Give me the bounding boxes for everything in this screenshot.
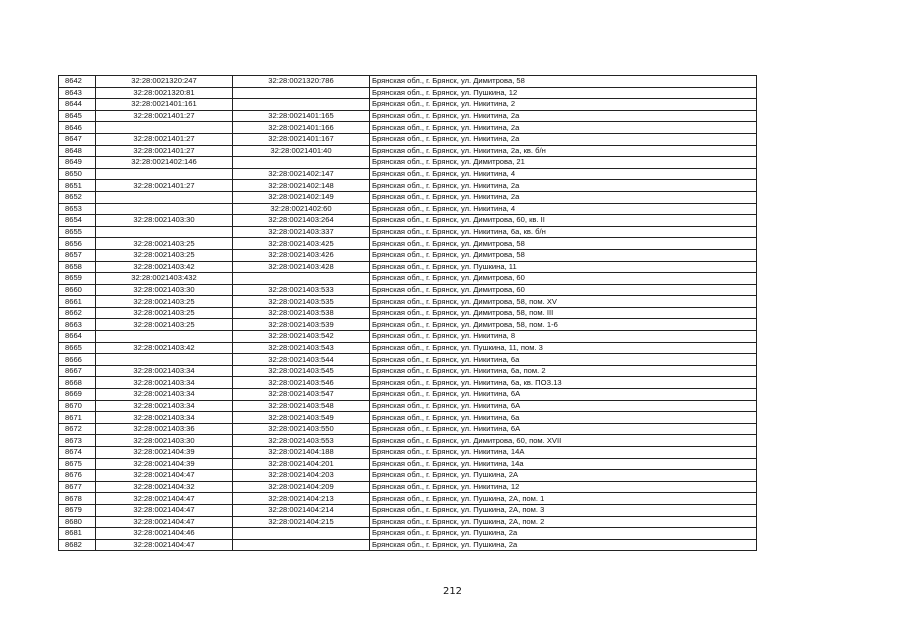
address-cell: Брянская обл., г. Брянск, ул. Димитрова, 60	[370, 284, 757, 296]
object-cadastral-number-cell: 32:28:0021402:60	[233, 203, 370, 215]
address-cell: Брянская обл., г. Брянск, ул. Никитина, 8	[370, 331, 757, 343]
cadastral-number-cell: 32:28:0021403:42	[96, 261, 233, 273]
row-number-cell: 8681	[59, 528, 96, 540]
row-number-cell: 8649	[59, 157, 96, 169]
table-row	[59, 133, 757, 145]
cadastral-number-cell: 32:28:0021403:30	[96, 215, 233, 227]
object-cadastral-number-cell: 32:28:0021403:549	[233, 412, 370, 424]
row-number-cell: 8669	[59, 389, 96, 401]
object-cadastral-number-cell: 32:28:0021404:213	[233, 493, 370, 505]
cadastral-number-cell: 32:28:0021403:42	[96, 342, 233, 354]
object-cadastral-number-cell: 32:28:0021403:553	[233, 435, 370, 447]
row-number-cell: 8652	[59, 191, 96, 203]
row-number-cell: 8645	[59, 110, 96, 122]
table-row	[59, 307, 757, 319]
table-row	[59, 539, 757, 551]
table-row	[59, 528, 757, 540]
cadastral-number-cell: 32:28:0021403:25	[96, 307, 233, 319]
table-row	[59, 249, 757, 261]
address-cell: Брянская обл., г. Брянск, ул. Никитина, 6А	[370, 400, 757, 412]
address-cell: Брянская обл., г. Брянск, ул. Никитина, 12	[370, 481, 757, 493]
address-cell: Брянская обл., г. Брянск, ул. Пушкина, 2А, пом. 3	[370, 504, 757, 516]
cadastral-number-cell: 32:28:0021403:30	[96, 435, 233, 447]
object-cadastral-number-cell: 32:28:0021320:786	[233, 76, 370, 88]
cadastral-number-cell: 32:28:0021404:47	[96, 516, 233, 528]
address-cell: Брянская обл., г. Брянск, ул. Никитина, 2а	[370, 180, 757, 192]
row-number-cell: 8658	[59, 261, 96, 273]
address-cell: Брянская обл., г. Брянск, ул. Никитина, 6а, кв. ПОЗ.13	[370, 377, 757, 389]
table-row	[59, 145, 757, 157]
row-number-cell: 8665	[59, 342, 96, 354]
cadastral-number-cell: 32:28:0021404:39	[96, 458, 233, 470]
page-number: 212	[442, 586, 463, 597]
address-cell: Брянская обл., г. Брянск, ул. Никитина, 6А	[370, 423, 757, 435]
cadastral-number-cell: 32:28:0021403:25	[96, 249, 233, 261]
table-row	[59, 110, 757, 122]
address-cell: Брянская обл., г. Брянск, ул. Никитина, 2	[370, 99, 757, 111]
address-cell: Брянская обл., г. Брянск, ул. Никитина, 2а	[370, 110, 757, 122]
row-number-cell: 8682	[59, 539, 96, 551]
row-number-cell: 8679	[59, 504, 96, 516]
row-number-cell: 8678	[59, 493, 96, 505]
object-cadastral-number-cell	[233, 528, 370, 540]
row-number-cell: 8650	[59, 168, 96, 180]
address-cell: Брянская обл., г. Брянск, ул. Никитина, 6а, кв. б/н	[370, 226, 757, 238]
cadastral-number-cell: 32:28:0021403:34	[96, 389, 233, 401]
cadastral-number-cell: 32:28:0021403:34	[96, 365, 233, 377]
object-cadastral-number-cell	[233, 539, 370, 551]
object-cadastral-number-cell: 32:28:0021403:547	[233, 389, 370, 401]
cadastral-number-cell: 32:28:0021404:47	[96, 493, 233, 505]
address-cell: Брянская обл., г. Брянск, ул. Никитина, 6А	[370, 389, 757, 401]
row-number-cell: 8674	[59, 447, 96, 459]
cadastral-number-cell: 32:28:0021403:25	[96, 319, 233, 331]
cadastral-number-cell: 32:28:0021401:27	[96, 133, 233, 145]
address-cell: Брянская обл., г. Брянск, ул. Никитина, 14а	[370, 458, 757, 470]
address-cell: Брянская обл., г. Брянск, ул. Никитина, 6а, пом. 2	[370, 365, 757, 377]
row-number-cell: 8653	[59, 203, 96, 215]
cadastral-number-cell: 32:28:0021403:36	[96, 423, 233, 435]
cadastral-number-cell: 32:28:0021403:34	[96, 377, 233, 389]
address-cell: Брянская обл., г. Брянск, ул. Пушкина, 2а	[370, 528, 757, 540]
cadastral-number-cell: 32:28:0021404:47	[96, 539, 233, 551]
address-cell: Брянская обл., г. Брянск, ул. Димитрова, 60, кв. II	[370, 215, 757, 227]
address-cell: Брянская обл., г. Брянск, ул. Никитина, 14А	[370, 447, 757, 459]
address-cell: Брянская обл., г. Брянск, ул. Пушкина, 12	[370, 87, 757, 99]
row-number-cell: 8646	[59, 122, 96, 134]
table-row	[59, 342, 757, 354]
row-number-cell: 8651	[59, 180, 96, 192]
cadastral-number-cell: 32:28:0021403:34	[96, 412, 233, 424]
table-row	[59, 122, 757, 134]
object-cadastral-number-cell: 32:28:0021401:40	[233, 145, 370, 157]
row-number-cell: 8672	[59, 423, 96, 435]
row-number-cell: 8648	[59, 145, 96, 157]
object-cadastral-number-cell: 32:28:0021403:543	[233, 342, 370, 354]
address-cell: Брянская обл., г. Брянск, ул. Димитрова, 58, пом. III	[370, 307, 757, 319]
row-number-cell: 8647	[59, 133, 96, 145]
row-number-cell: 8644	[59, 99, 96, 111]
object-cadastral-number-cell: 32:28:0021401:165	[233, 110, 370, 122]
cadastral-number-cell: 32:28:0021403:25	[96, 238, 233, 250]
address-cell: Брянская обл., г. Брянск, ул. Пушкина, 2А	[370, 470, 757, 482]
table-row	[59, 215, 757, 227]
object-cadastral-number-cell: 32:28:0021403:428	[233, 261, 370, 273]
table-row	[59, 516, 757, 528]
object-cadastral-number-cell: 32:28:0021404:214	[233, 504, 370, 516]
cadastral-number-cell: 32:28:0021403:34	[96, 400, 233, 412]
cadastral-number-cell: 32:28:0021403:432	[96, 273, 233, 285]
row-number-cell: 8675	[59, 458, 96, 470]
row-number-cell: 8670	[59, 400, 96, 412]
address-cell: Брянская обл., г. Брянск, ул. Димитрова, 60, пом. XVII	[370, 435, 757, 447]
object-cadastral-number-cell	[233, 273, 370, 285]
row-number-cell: 8654	[59, 215, 96, 227]
object-cadastral-number-cell: 32:28:0021403:545	[233, 365, 370, 377]
table-row	[59, 168, 757, 180]
table-row	[59, 284, 757, 296]
address-cell: Брянская обл., г. Брянск, ул. Димитрова, 60	[370, 273, 757, 285]
table-row	[59, 331, 757, 343]
cadastral-number-cell: 32:28:0021401:161	[96, 99, 233, 111]
object-cadastral-number-cell: 32:28:0021404:209	[233, 481, 370, 493]
cadastral-number-cell	[96, 203, 233, 215]
address-cell: Брянская обл., г. Брянск, ул. Пушкина, 2а	[370, 539, 757, 551]
row-number-cell: 8655	[59, 226, 96, 238]
object-cadastral-number-cell: 32:28:0021403:544	[233, 354, 370, 366]
table-row	[59, 76, 757, 88]
object-cadastral-number-cell: 32:28:0021404:188	[233, 447, 370, 459]
object-cadastral-number-cell: 32:28:0021401:166	[233, 122, 370, 134]
cadastral-number-cell	[96, 122, 233, 134]
address-cell: Брянская обл., г. Брянск, ул. Никитина, 2а	[370, 191, 757, 203]
object-cadastral-number-cell: 32:28:0021403:546	[233, 377, 370, 389]
table-row	[59, 99, 757, 111]
row-number-cell: 8668	[59, 377, 96, 389]
table-row	[59, 493, 757, 505]
object-cadastral-number-cell: 32:28:0021403:533	[233, 284, 370, 296]
cadastral-number-cell	[96, 354, 233, 366]
table-row	[59, 87, 757, 99]
row-number-cell: 8662	[59, 307, 96, 319]
object-cadastral-number-cell: 32:28:0021403:337	[233, 226, 370, 238]
object-cadastral-number-cell	[233, 99, 370, 111]
row-number-cell: 8680	[59, 516, 96, 528]
object-cadastral-number-cell: 32:28:0021402:147	[233, 168, 370, 180]
registry-table	[58, 75, 757, 551]
row-number-cell: 8676	[59, 470, 96, 482]
address-cell: Брянская обл., г. Брянск, ул. Димитрова, 58	[370, 238, 757, 250]
row-number-cell: 8643	[59, 87, 96, 99]
table-row	[59, 412, 757, 424]
address-cell: Брянская обл., г. Брянск, ул. Никитина, 2а, кв. б/н	[370, 145, 757, 157]
address-cell: Брянская обл., г. Брянск, ул. Димитрова, 58, пом. XV	[370, 296, 757, 308]
address-cell: Брянская обл., г. Брянск, ул. Димитрова, 58	[370, 76, 757, 88]
table-row	[59, 365, 757, 377]
table-row	[59, 481, 757, 493]
table-row	[59, 191, 757, 203]
cadastral-number-cell	[96, 191, 233, 203]
cadastral-number-cell: 32:28:0021404:39	[96, 447, 233, 459]
cadastral-number-cell: 32:28:0021404:32	[96, 481, 233, 493]
address-cell: Брянская обл., г. Брянск, ул. Никитина, 2а	[370, 122, 757, 134]
cadastral-number-cell: 32:28:0021320:247	[96, 76, 233, 88]
cadastral-number-cell: 32:28:0021401:27	[96, 180, 233, 192]
cadastral-number-cell: 32:28:0021404:47	[96, 470, 233, 482]
table-row	[59, 458, 757, 470]
row-number-cell: 8663	[59, 319, 96, 331]
object-cadastral-number-cell: 32:28:0021403:548	[233, 400, 370, 412]
cadastral-number-cell: 32:28:0021320:81	[96, 87, 233, 99]
table-row	[59, 470, 757, 482]
address-cell: Брянская обл., г. Брянск, ул. Димитрова, 21	[370, 157, 757, 169]
row-number-cell: 8660	[59, 284, 96, 296]
cadastral-number-cell: 32:28:0021403:25	[96, 296, 233, 308]
table-row	[59, 504, 757, 516]
cadastral-number-cell	[96, 331, 233, 343]
row-number-cell: 8667	[59, 365, 96, 377]
address-cell: Брянская обл., г. Брянск, ул. Пушкина, 2А, пом. 2	[370, 516, 757, 528]
cadastral-number-cell: 32:28:0021404:47	[96, 504, 233, 516]
object-cadastral-number-cell	[233, 87, 370, 99]
address-cell: Брянская обл., г. Брянск, ул. Никитина, 2а	[370, 133, 757, 145]
table-row	[59, 435, 757, 447]
row-number-cell: 8664	[59, 331, 96, 343]
table-row	[59, 389, 757, 401]
address-cell: Брянская обл., г. Брянск, ул. Пушкина, 11, пом. 3	[370, 342, 757, 354]
table-row	[59, 157, 757, 169]
object-cadastral-number-cell: 32:28:0021403:538	[233, 307, 370, 319]
object-cadastral-number-cell: 32:28:0021403:550	[233, 423, 370, 435]
object-cadastral-number-cell: 32:28:0021404:215	[233, 516, 370, 528]
object-cadastral-number-cell: 32:28:0021402:149	[233, 191, 370, 203]
table-row	[59, 203, 757, 215]
object-cadastral-number-cell: 32:28:0021403:542	[233, 331, 370, 343]
object-cadastral-number-cell: 32:28:0021403:539	[233, 319, 370, 331]
cadastral-number-cell: 32:28:0021402:146	[96, 157, 233, 169]
object-cadastral-number-cell: 32:28:0021404:203	[233, 470, 370, 482]
address-cell: Брянская обл., г. Брянск, ул. Димитрова, 58, пом. 1-6	[370, 319, 757, 331]
table-row	[59, 296, 757, 308]
address-cell: Брянская обл., г. Брянск, ул. Никитина, 4	[370, 168, 757, 180]
registry-table-body	[59, 76, 757, 551]
table-row	[59, 226, 757, 238]
table-row	[59, 273, 757, 285]
row-number-cell: 8666	[59, 354, 96, 366]
cadastral-number-cell	[96, 168, 233, 180]
row-number-cell: 8673	[59, 435, 96, 447]
address-cell: Брянская обл., г. Брянск, ул. Димитрова, 58	[370, 249, 757, 261]
object-cadastral-number-cell: 32:28:0021403:425	[233, 238, 370, 250]
row-number-cell: 8659	[59, 273, 96, 285]
object-cadastral-number-cell: 32:28:0021401:167	[233, 133, 370, 145]
table-row	[59, 377, 757, 389]
cadastral-number-cell: 32:28:0021401:27	[96, 145, 233, 157]
row-number-cell: 8657	[59, 249, 96, 261]
address-cell: Брянская обл., г. Брянск, ул. Пушкина, 11	[370, 261, 757, 273]
row-number-cell: 8656	[59, 238, 96, 250]
object-cadastral-number-cell: 32:28:0021403:264	[233, 215, 370, 227]
address-cell: Брянская обл., г. Брянск, ул. Никитина, 6а	[370, 354, 757, 366]
table-row	[59, 354, 757, 366]
address-cell: Брянская обл., г. Брянск, ул. Никитина, 4	[370, 203, 757, 215]
object-cadastral-number-cell: 32:28:0021402:148	[233, 180, 370, 192]
row-number-cell: 8661	[59, 296, 96, 308]
object-cadastral-number-cell	[233, 157, 370, 169]
row-number-cell: 8671	[59, 412, 96, 424]
table-row	[59, 423, 757, 435]
row-number-cell: 8642	[59, 76, 96, 88]
cadastral-number-cell: 32:28:0021403:30	[96, 284, 233, 296]
table-row	[59, 180, 757, 192]
address-cell: Брянская обл., г. Брянск, ул. Никитина, 6а	[370, 412, 757, 424]
table-row	[59, 261, 757, 273]
object-cadastral-number-cell: 32:28:0021404:201	[233, 458, 370, 470]
object-cadastral-number-cell: 32:28:0021403:535	[233, 296, 370, 308]
table-row	[59, 400, 757, 412]
table-row	[59, 447, 757, 459]
table-row	[59, 238, 757, 250]
cadastral-number-cell: 32:28:0021404:46	[96, 528, 233, 540]
cadastral-number-cell	[96, 226, 233, 238]
object-cadastral-number-cell: 32:28:0021403:426	[233, 249, 370, 261]
table-row	[59, 319, 757, 331]
cadastral-number-cell: 32:28:0021401:27	[96, 110, 233, 122]
address-cell: Брянская обл., г. Брянск, ул. Пушкина, 2А, пом. 1	[370, 493, 757, 505]
row-number-cell: 8677	[59, 481, 96, 493]
